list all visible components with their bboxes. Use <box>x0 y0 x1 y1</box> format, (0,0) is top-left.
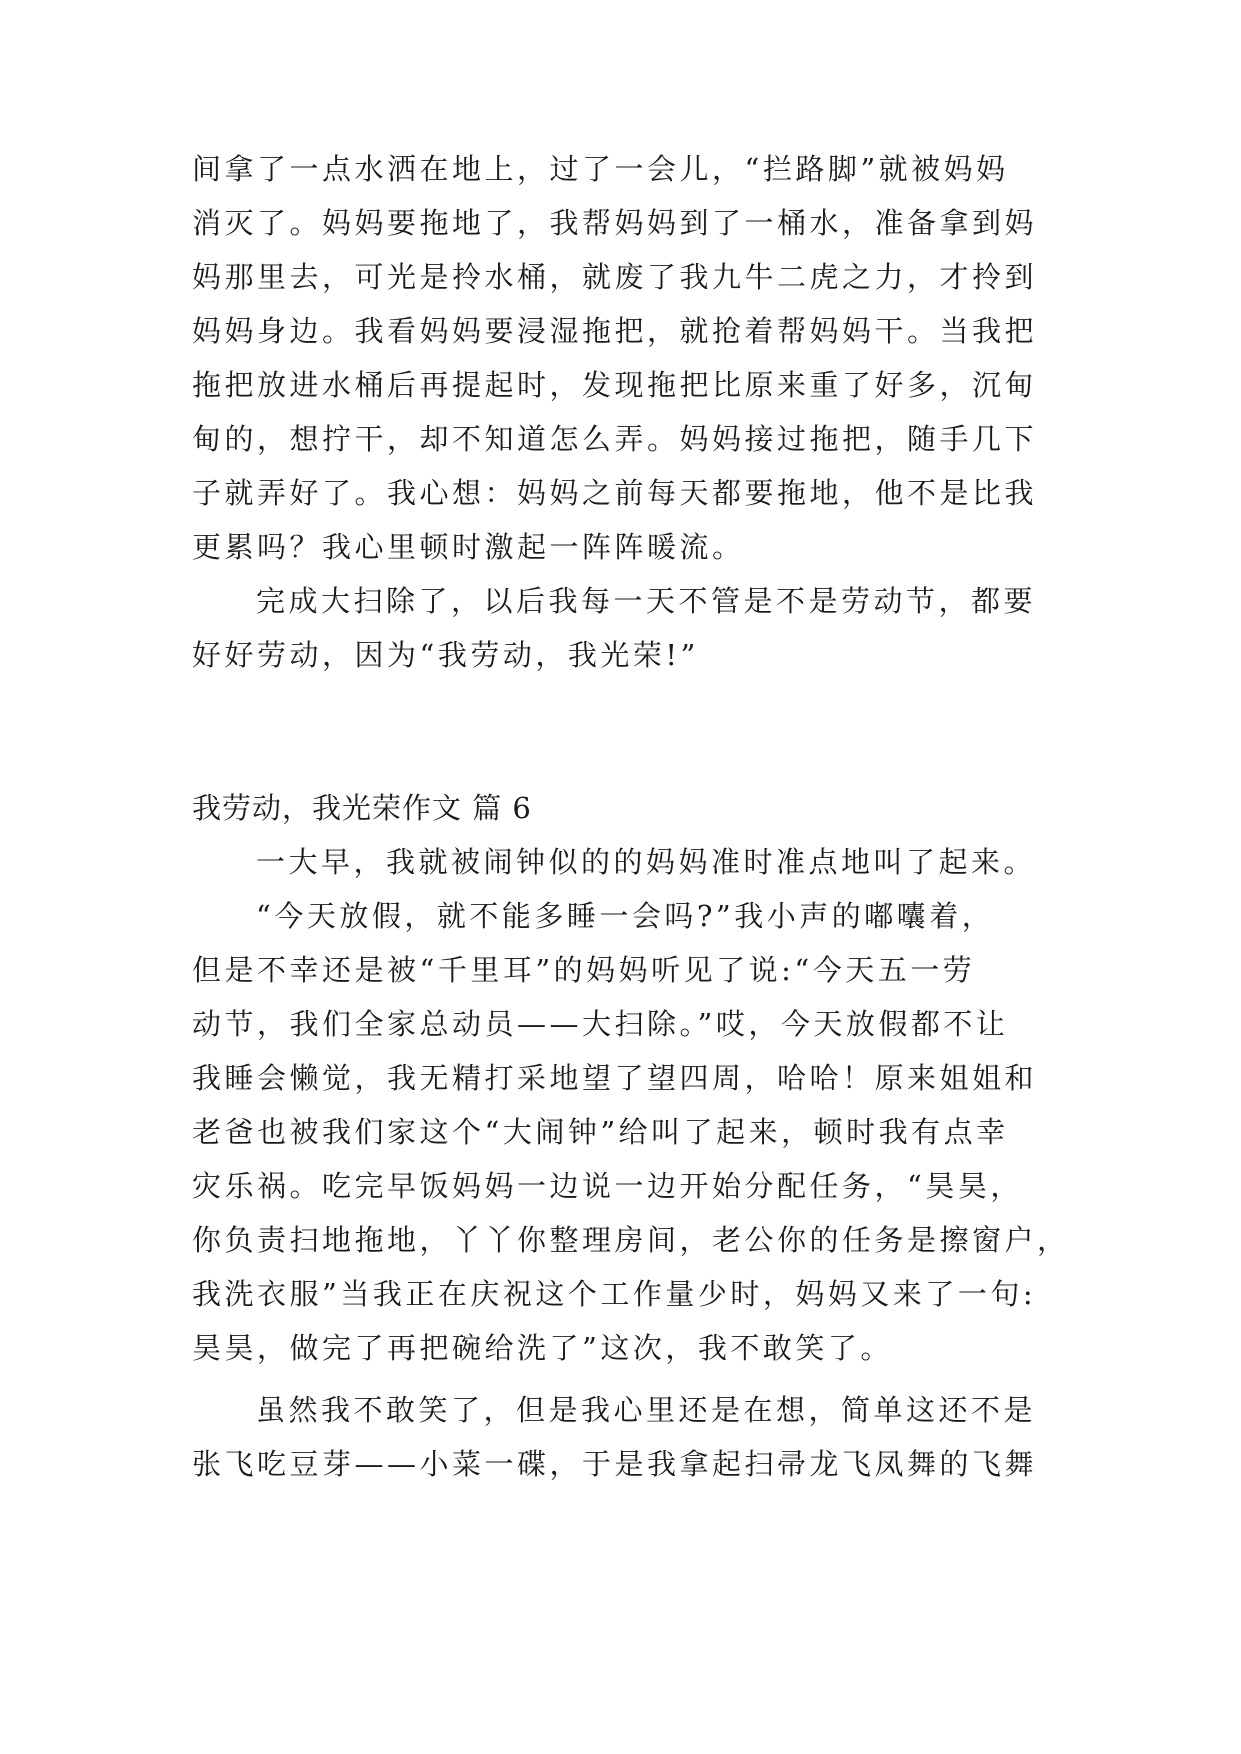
paragraph-line: 你负责扫地拖地，丫丫你整理房间，老公你的任务是擦窗户， <box>192 1223 1070 1257</box>
paragraph-line: 拖把放进水桶后再提起时，发现拖把比原来重了好多，沉甸 <box>192 368 1038 402</box>
section-heading: 我劳动，我光荣作文 篇 6 <box>192 791 532 825</box>
paragraph-line: 子就弄好了。我心想：妈妈之前每天都要拖地，他不是比我 <box>192 476 1038 510</box>
paragraph-line: 一大早，我就被闹钟似的的妈妈准时准点地叫了起来。 <box>256 845 1037 879</box>
paragraph-line: 我洗衣服”当我正在庆祝这个工作量少时，妈妈又来了一句: <box>192 1277 1037 1311</box>
paragraph-line: 张飞吃豆芽——小菜一碟，于是我拿起扫帚龙飞凤舞的飞舞 <box>192 1447 1038 1481</box>
paragraph-line: “今天放假，就不能多睡一会吗?”我小声的嘟囔着， <box>256 899 995 933</box>
paragraph-line: 更累吗？我心里顿时激起一阵阵暖流。 <box>192 530 745 564</box>
paragraph-line: 甸的，想拧干，却不知道怎么弄。妈妈接过拖把，随手几下 <box>192 422 1038 456</box>
paragraph-line: 老爸也被我们家这个“大闹钟”给叫了起来，顿时我有点幸 <box>192 1115 1009 1149</box>
paragraph-line: 动节，我们全家总动员——大扫除。”哎，今天放假都不让 <box>192 1007 1009 1041</box>
paragraph-line: 妈妈身边。我看妈妈要浸湿拖把，就抢着帮妈妈干。当我把 <box>192 314 1038 348</box>
paragraph-line: 我睡会懒觉，我无精打采地望了望四周，哈哈！原来姐姐和 <box>192 1061 1038 1095</box>
paragraph-line: 昊昊，做完了再把碗给洗了”这次，我不敢笑了。 <box>192 1331 893 1365</box>
paragraph-line: 完成大扫除了，以后我每一天不管是不是劳动节，都要 <box>256 584 1037 618</box>
paragraph-line: 但是不幸还是被“千里耳”的妈妈听见了说:“今天五一劳 <box>192 953 976 987</box>
paragraph-line: 好好劳动，因为“我劳动，我光荣!” <box>192 638 699 672</box>
paragraph-line: 灾乐祸。吃完早饭妈妈一边说一边开始分配任务，“昊昊， <box>192 1169 1023 1203</box>
paragraph-line: 消灭了。妈妈要拖地了，我帮妈妈到了一桶水，准备拿到妈 <box>192 206 1038 240</box>
paragraph-line: 虽然我不敢笑了，但是我心里还是在想，简单这还不是 <box>256 1393 1037 1427</box>
paragraph-line: 间拿了一点水洒在地上，过了一会儿，“拦路脚”就被妈妈 <box>192 152 1009 186</box>
paragraph-line: 妈那里去，可光是拎水桶，就废了我九牛二虎之力，才拎到 <box>192 260 1038 294</box>
